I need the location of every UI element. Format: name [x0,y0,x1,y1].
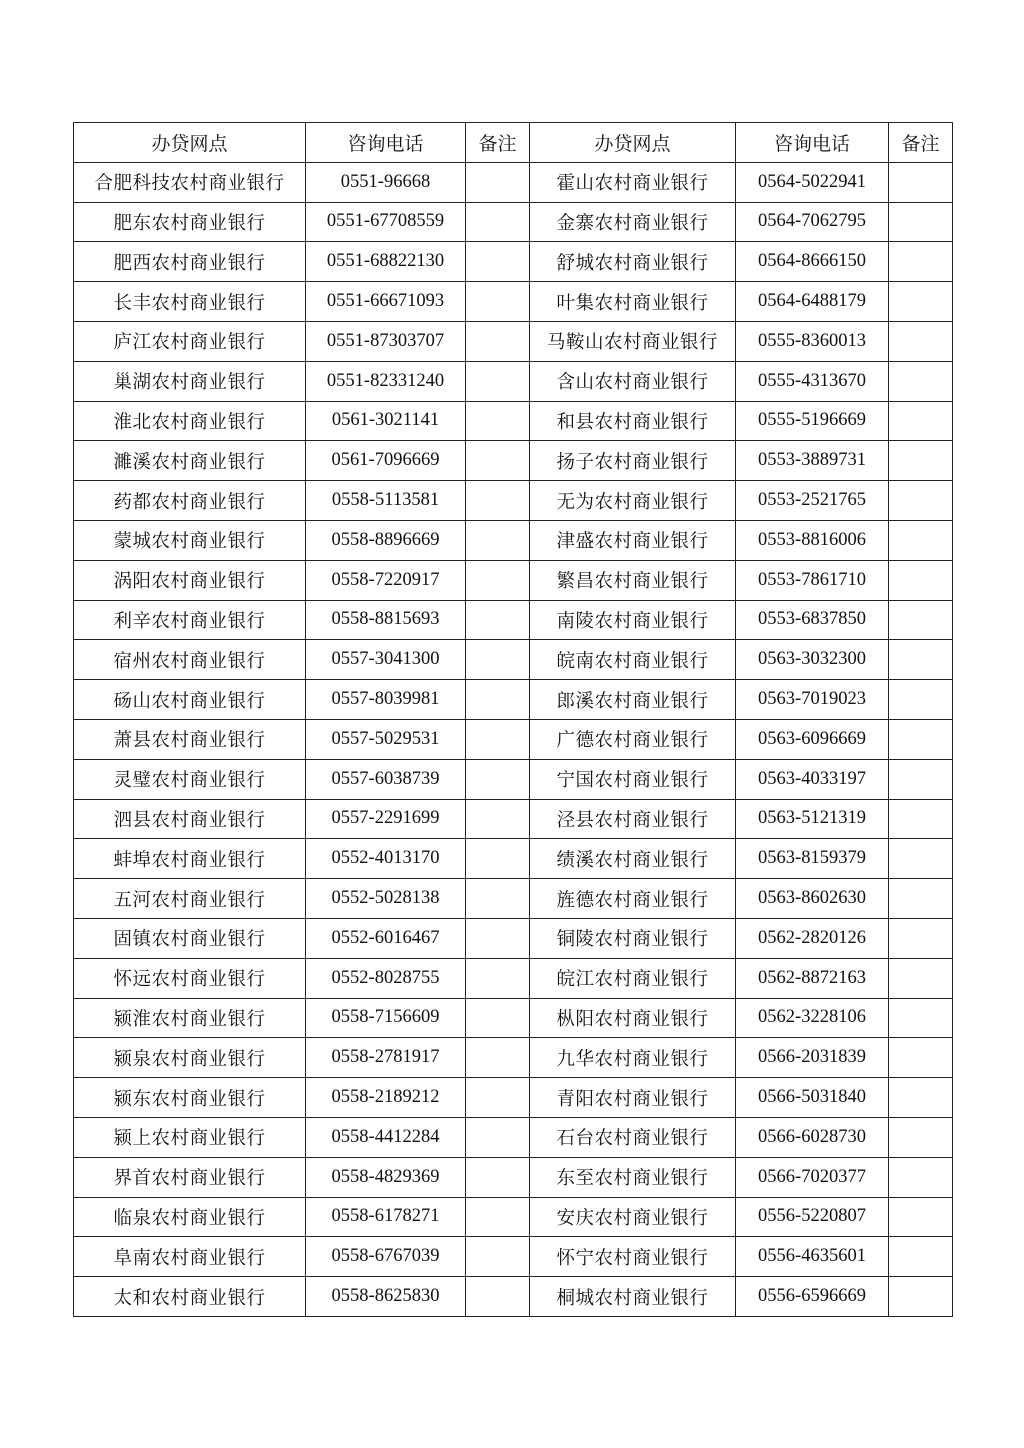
header-remarks-left: 备注 [466,123,530,163]
remarks-cell [466,1117,530,1157]
phone-number-cell: 0558-4829369 [306,1157,466,1197]
phone-number-cell: 0566-2031839 [736,1038,889,1078]
table-row [74,839,953,879]
table-row [74,401,953,441]
table-row [74,1197,953,1237]
branch-directory-table [73,122,953,1317]
remarks-cell [466,282,530,322]
remarks-cell [466,918,530,958]
phone-number-cell: 0553-7861710 [736,560,889,600]
remarks-cell [889,282,953,322]
phone-number-cell: 0551-67708559 [306,202,466,242]
remarks-cell [889,839,953,879]
phone-number-cell: 0558-6178271 [306,1197,466,1237]
remarks-cell [466,242,530,282]
table-row [74,600,953,640]
phone-number-cell: 0552-6016467 [306,918,466,958]
branch-name-cell: 五河农村商业银行 [74,879,306,919]
remarks-cell [466,640,530,680]
phone-number-cell: 0558-2781917 [306,1038,466,1078]
remarks-cell [466,1038,530,1078]
phone-number-cell: 0551-66671093 [306,282,466,322]
branch-name-cell: 长丰农村商业银行 [74,282,306,322]
phone-number-cell: 0564-5022941 [736,162,889,202]
phone-number-cell: 0556-5220807 [736,1197,889,1237]
remarks-cell [889,759,953,799]
branch-name-cell: 安庆农村商业银行 [530,1197,736,1237]
table-row [74,361,953,401]
table-row [74,1117,953,1157]
remarks-cell [466,600,530,640]
table-header [74,123,953,163]
phone-number-cell: 0563-5121319 [736,799,889,839]
remarks-cell [466,1237,530,1277]
remarks-cell [466,1197,530,1237]
remarks-cell [466,520,530,560]
table-row [74,321,953,361]
remarks-cell [466,361,530,401]
table-row [74,879,953,919]
phone-number-cell: 0556-6596669 [736,1277,889,1317]
remarks-cell [466,998,530,1038]
header-remarks-right: 备注 [889,123,953,163]
remarks-cell [466,759,530,799]
branch-name-cell: 怀宁农村商业银行 [530,1237,736,1277]
remarks-cell [889,1078,953,1118]
table-row [74,1277,953,1317]
table-row [74,1038,953,1078]
remarks-cell [889,1237,953,1277]
phone-number-cell: 0561-3021141 [306,401,466,441]
phone-number-cell: 0558-4412284 [306,1117,466,1157]
table-row [74,719,953,759]
branch-name-cell: 蚌埠农村商业银行 [74,839,306,879]
table-row [74,958,953,998]
branch-name-cell: 灵璧农村商业银行 [74,759,306,799]
branch-name-cell: 皖江农村商业银行 [530,958,736,998]
table-row [74,162,953,202]
remarks-cell [466,441,530,481]
branch-name-cell: 津盛农村商业银行 [530,520,736,560]
branch-name-cell: 皖南农村商业银行 [530,640,736,680]
phone-number-cell: 0555-8360013 [736,321,889,361]
branch-name-cell: 颍淮农村商业银行 [74,998,306,1038]
remarks-cell [466,162,530,202]
remarks-cell [466,1277,530,1317]
remarks-cell [889,1117,953,1157]
remarks-cell [466,1078,530,1118]
phone-number-cell: 0557-5029531 [306,719,466,759]
branch-name-cell: 泗县农村商业银行 [74,799,306,839]
remarks-cell [466,879,530,919]
header-row [74,123,953,163]
phone-number-cell: 0557-6038739 [306,759,466,799]
branch-name-cell: 郎溪农村商业银行 [530,680,736,720]
remarks-cell [889,401,953,441]
branch-name-cell: 九华农村商业银行 [530,1038,736,1078]
table-row [74,1157,953,1197]
remarks-cell [889,321,953,361]
table-row [74,680,953,720]
remarks-cell [889,481,953,521]
remarks-cell [466,481,530,521]
remarks-cell [466,719,530,759]
branch-name-cell: 无为农村商业银行 [530,481,736,521]
phone-number-cell: 0563-6096669 [736,719,889,759]
header-branch-right: 办贷网点 [530,123,736,163]
branch-name-cell: 枞阳农村商业银行 [530,998,736,1038]
table-row [74,759,953,799]
remarks-cell [889,680,953,720]
table-row [74,640,953,680]
remarks-cell [466,680,530,720]
branch-name-cell: 利辛农村商业银行 [74,600,306,640]
remarks-cell [466,202,530,242]
branch-name-cell: 扬子农村商业银行 [530,441,736,481]
branch-name-cell: 肥西农村商业银行 [74,242,306,282]
branch-name-cell: 砀山农村商业银行 [74,680,306,720]
branch-name-cell: 颍上农村商业银行 [74,1117,306,1157]
branch-name-cell: 霍山农村商业银行 [530,162,736,202]
branch-name-cell: 萧县农村商业银行 [74,719,306,759]
phone-number-cell: 0558-5113581 [306,481,466,521]
remarks-cell [466,321,530,361]
remarks-cell [889,879,953,919]
phone-number-cell: 0566-5031840 [736,1078,889,1118]
branch-name-cell: 马鞍山农村商业银行 [530,321,736,361]
phone-number-cell: 0551-68822130 [306,242,466,282]
table-row [74,242,953,282]
table-row [74,282,953,322]
phone-number-cell: 0558-8896669 [306,520,466,560]
branch-name-cell: 肥东农村商业银行 [74,202,306,242]
phone-number-cell: 0563-8159379 [736,839,889,879]
branch-name-cell: 淮北农村商业银行 [74,401,306,441]
branch-name-cell: 临泉农村商业银行 [74,1197,306,1237]
phone-number-cell: 0555-5196669 [736,401,889,441]
phone-number-cell: 0556-4635601 [736,1237,889,1277]
phone-number-cell: 0552-5028138 [306,879,466,919]
phone-number-cell: 0563-4033197 [736,759,889,799]
phone-number-cell: 0553-8816006 [736,520,889,560]
table-row [74,560,953,600]
branch-name-cell: 金寨农村商业银行 [530,202,736,242]
remarks-cell [889,162,953,202]
remarks-cell [889,998,953,1038]
branch-name-cell: 桐城农村商业银行 [530,1277,736,1317]
phone-number-cell: 0558-7220917 [306,560,466,600]
branch-name-cell: 广德农村商业银行 [530,719,736,759]
branch-name-cell: 东至农村商业银行 [530,1157,736,1197]
header-phone-right: 咨询电话 [736,123,889,163]
table-row [74,202,953,242]
remarks-cell [889,1197,953,1237]
phone-number-cell: 0553-6837850 [736,600,889,640]
branch-name-cell: 巢湖农村商业银行 [74,361,306,401]
branch-name-cell: 南陵农村商业银行 [530,600,736,640]
branch-name-cell: 阜南农村商业银行 [74,1237,306,1277]
phone-number-cell: 0551-96668 [306,162,466,202]
remarks-cell [466,958,530,998]
phone-number-cell: 0558-8625830 [306,1277,466,1317]
remarks-cell [889,560,953,600]
phone-number-cell: 0562-2820126 [736,918,889,958]
remarks-cell [889,719,953,759]
branch-name-cell: 青阳农村商业银行 [530,1078,736,1118]
remarks-cell [466,560,530,600]
phone-number-cell: 0558-7156609 [306,998,466,1038]
branch-name-cell: 涡阳农村商业银行 [74,560,306,600]
phone-number-cell: 0552-4013170 [306,839,466,879]
phone-number-cell: 0558-8815693 [306,600,466,640]
remarks-cell [889,918,953,958]
branch-name-cell: 药都农村商业银行 [74,481,306,521]
header-phone-left: 咨询电话 [306,123,466,163]
phone-number-cell: 0564-7062795 [736,202,889,242]
phone-number-cell: 0563-8602630 [736,879,889,919]
remarks-cell [889,520,953,560]
phone-number-cell: 0553-2521765 [736,481,889,521]
remarks-cell [889,640,953,680]
branch-name-cell: 宿州农村商业银行 [74,640,306,680]
remarks-cell [466,799,530,839]
branch-name-cell: 和县农村商业银行 [530,401,736,441]
branch-name-cell: 濉溪农村商业银行 [74,441,306,481]
phone-number-cell: 0551-87303707 [306,321,466,361]
table-row [74,481,953,521]
branch-name-cell: 怀远农村商业银行 [74,958,306,998]
branch-name-cell: 含山农村商业银行 [530,361,736,401]
table-body [74,162,953,1316]
branch-name-cell: 绩溪农村商业银行 [530,839,736,879]
remarks-cell [889,1157,953,1197]
remarks-cell [466,401,530,441]
phone-number-cell: 0562-8872163 [736,958,889,998]
phone-number-cell: 0557-2291699 [306,799,466,839]
phone-number-cell: 0558-6767039 [306,1237,466,1277]
branch-name-cell: 泾县农村商业银行 [530,799,736,839]
table-row [74,520,953,560]
remarks-cell [889,441,953,481]
remarks-cell [889,958,953,998]
phone-number-cell: 0557-3041300 [306,640,466,680]
branch-name-cell: 太和农村商业银行 [74,1277,306,1317]
branch-name-cell: 旌德农村商业银行 [530,879,736,919]
phone-number-cell: 0566-6028730 [736,1117,889,1157]
branch-name-cell: 舒城农村商业银行 [530,242,736,282]
remarks-cell [466,839,530,879]
table-row [74,998,953,1038]
phone-number-cell: 0563-3032300 [736,640,889,680]
branch-name-cell: 合肥科技农村商业银行 [74,162,306,202]
branch-name-cell: 庐江农村商业银行 [74,321,306,361]
phone-number-cell: 0555-4313670 [736,361,889,401]
phone-number-cell: 0553-3889731 [736,441,889,481]
phone-number-cell: 0552-8028755 [306,958,466,998]
phone-number-cell: 0557-8039981 [306,680,466,720]
remarks-cell [889,600,953,640]
phone-number-cell: 0562-3228106 [736,998,889,1038]
table-row [74,1237,953,1277]
phone-number-cell: 0551-82331240 [306,361,466,401]
phone-number-cell: 0558-2189212 [306,1078,466,1118]
phone-number-cell: 0563-7019023 [736,680,889,720]
phone-number-cell: 0561-7096669 [306,441,466,481]
phone-number-cell: 0564-8666150 [736,242,889,282]
remarks-cell [889,1038,953,1078]
table-row [74,918,953,958]
branch-name-cell: 繁昌农村商业银行 [530,560,736,600]
branch-name-cell: 铜陵农村商业银行 [530,918,736,958]
remarks-cell [889,242,953,282]
branch-name-cell: 石台农村商业银行 [530,1117,736,1157]
branch-name-cell: 叶集农村商业银行 [530,282,736,322]
remarks-cell [466,1157,530,1197]
remarks-cell [889,361,953,401]
branch-name-cell: 蒙城农村商业银行 [74,520,306,560]
branch-name-cell: 固镇农村商业银行 [74,918,306,958]
branch-name-cell: 颍泉农村商业银行 [74,1038,306,1078]
remarks-cell [889,799,953,839]
header-branch-left: 办贷网点 [74,123,306,163]
table-row [74,799,953,839]
branch-name-cell: 颍东农村商业银行 [74,1078,306,1118]
branch-name-cell: 宁国农村商业银行 [530,759,736,799]
table-row [74,441,953,481]
remarks-cell [889,202,953,242]
table-row [74,1078,953,1118]
remarks-cell [889,1277,953,1317]
branch-name-cell: 界首农村商业银行 [74,1157,306,1197]
phone-number-cell: 0566-7020377 [736,1157,889,1197]
phone-number-cell: 0564-6488179 [736,282,889,322]
